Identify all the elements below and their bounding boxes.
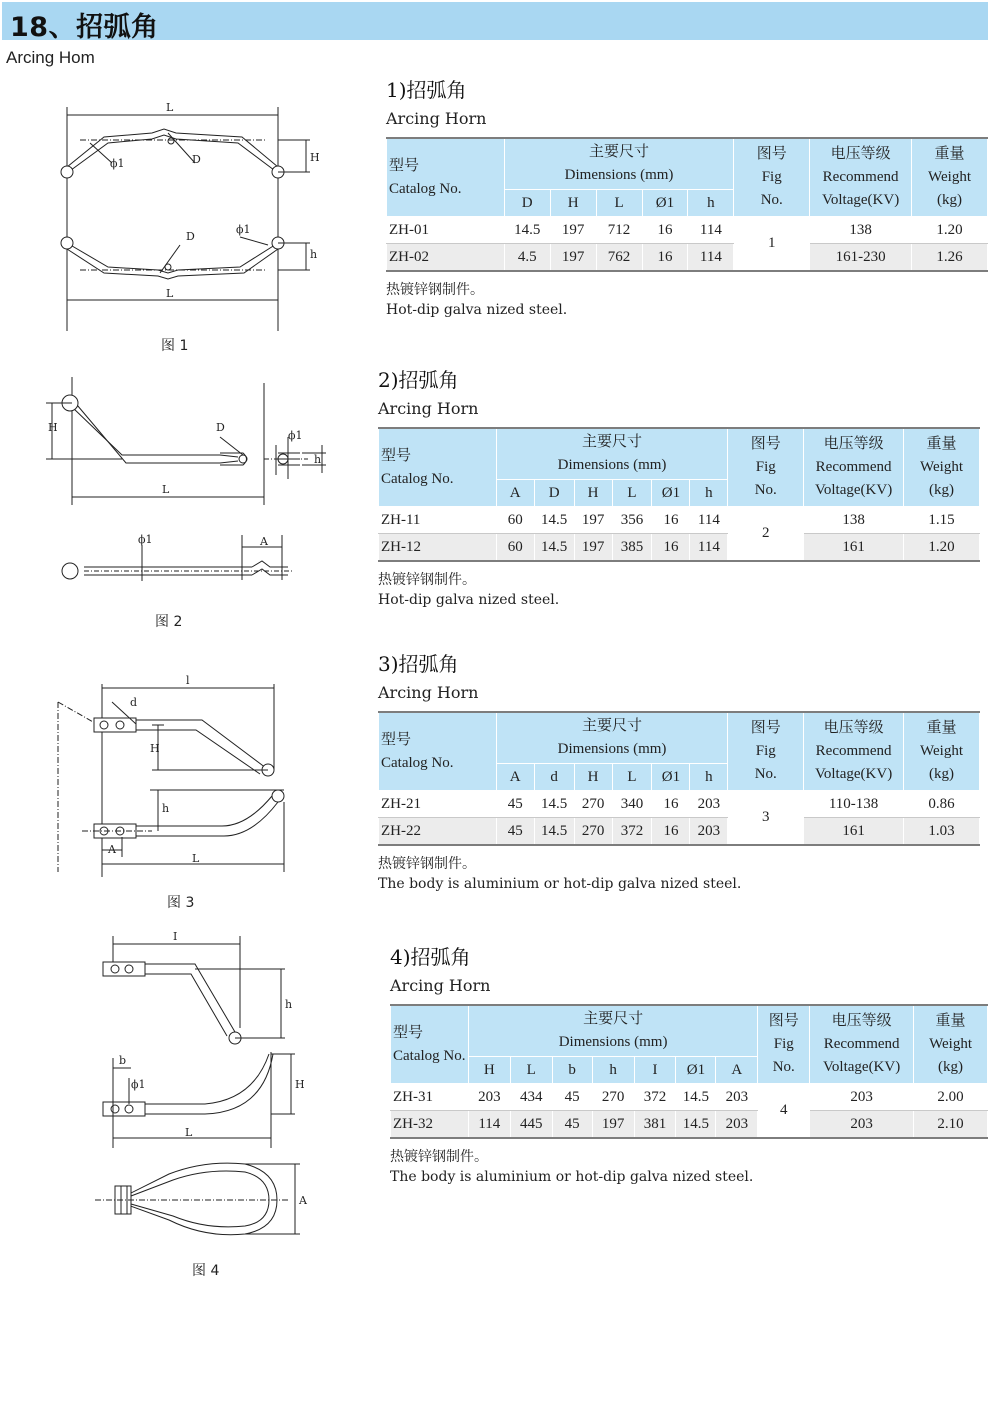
value-cell: 16 <box>642 217 688 244</box>
note-cn: 热镀锌钢制件。 <box>378 856 476 872</box>
spec-table-2 <box>378 427 980 562</box>
section-4 <box>390 945 988 1187</box>
col-header: A <box>496 764 534 791</box>
col-header: L <box>510 1057 552 1084</box>
value-cell: 16 <box>642 244 688 272</box>
value-cell: 16 <box>652 534 690 562</box>
fig4-label-L: L <box>185 1126 193 1139</box>
value-cell: 356 <box>612 507 652 534</box>
fig4-label-H: H <box>295 1078 305 1091</box>
value-cell: 270 <box>574 791 612 818</box>
table-row <box>387 244 988 272</box>
model-cell: ZH-11 <box>379 507 497 534</box>
value-cell: 203 <box>468 1084 510 1111</box>
table-row <box>387 217 988 244</box>
col-header: H <box>574 480 612 507</box>
value-cell: 197 <box>550 217 596 244</box>
figure-1-caption: 图 1 <box>161 338 189 354</box>
fig2-label-phi-lower: ϕ1 <box>138 533 153 546</box>
col-header: Ø1 <box>652 764 690 791</box>
voltage-cell: 203 <box>810 1111 914 1139</box>
col-header: d <box>534 764 574 791</box>
fig2-label-D: D <box>216 421 225 434</box>
fig1-label-D-top: D <box>192 153 201 166</box>
value-cell: 203 <box>690 818 728 846</box>
table-row <box>379 507 980 534</box>
fig4-label-I: I <box>173 930 178 943</box>
table-row <box>391 1111 988 1139</box>
header-fig: 图号 Fig No. <box>758 1005 810 1084</box>
table-row <box>379 818 980 846</box>
section-2-subtitle: Arcing Horn <box>378 399 479 418</box>
weight-cell: 1.15 <box>904 507 980 534</box>
value-cell: 114 <box>690 507 728 534</box>
section-2-title: 2)招弧角 <box>378 368 459 392</box>
value-cell: 14.5 <box>504 217 550 244</box>
value-cell: 340 <box>612 791 652 818</box>
section-3 <box>378 652 980 894</box>
header-catalog: 型号 Catalog No. <box>387 138 505 217</box>
table-row <box>379 534 980 562</box>
header-voltage: 电压等级 Recommend Voltage(KV) <box>804 428 904 507</box>
value-cell: 434 <box>510 1084 552 1111</box>
value-cell: 197 <box>550 244 596 272</box>
value-cell: 762 <box>596 244 642 272</box>
value-cell: 45 <box>496 818 534 846</box>
note-en: Hot-dip galva nized steel. <box>378 592 560 608</box>
figure-4-drawing <box>85 928 315 1258</box>
fig4-label-phi: ϕ1 <box>131 1078 146 1091</box>
header-dimensions: 主要尺寸 Dimensions (mm) <box>504 138 734 190</box>
value-cell: 203 <box>716 1111 758 1139</box>
fig2-label-A: A <box>260 535 268 548</box>
fig3-label-d: d <box>130 696 138 709</box>
col-header: h <box>690 764 728 791</box>
voltage-cell: 138 <box>810 217 912 244</box>
value-cell: 197 <box>574 507 612 534</box>
col-header: Ø1 <box>676 1057 716 1084</box>
figure-4-caption: 图 4 <box>192 1263 220 1279</box>
section-1-note <box>386 280 988 320</box>
figure-2-drawing <box>38 375 328 610</box>
section-3-note <box>378 854 980 894</box>
fig3-label-h: h <box>162 802 170 815</box>
col-header: L <box>612 480 652 507</box>
value-cell: 16 <box>652 791 690 818</box>
model-cell: ZH-31 <box>391 1084 469 1111</box>
fig1-label-D-bottom: D <box>186 230 195 243</box>
value-cell: 14.5 <box>676 1111 716 1139</box>
note-cn: 热镀锌钢制件。 <box>390 1149 488 1165</box>
model-cell: ZH-12 <box>379 534 497 562</box>
value-cell: 381 <box>634 1111 676 1139</box>
voltage-cell: 203 <box>810 1084 914 1111</box>
value-cell: 197 <box>574 534 612 562</box>
fig1-label-phi-bottom: ϕ1 <box>236 223 251 236</box>
header-fig: 图号 Fig No. <box>734 138 810 217</box>
section-4-subtitle: Arcing Horn <box>390 976 491 995</box>
section-1-title: 1)招弧角 <box>386 78 467 102</box>
fig1-label-H: H <box>310 151 320 164</box>
fig4-label-h: h <box>285 998 293 1011</box>
value-cell: 445 <box>510 1111 552 1139</box>
spec-table-4 <box>390 1004 988 1139</box>
fig1-label-h: h <box>310 248 318 261</box>
weight-cell: 1.26 <box>912 244 988 272</box>
col-header: H <box>550 190 596 217</box>
fig3-label-l: l <box>186 674 190 687</box>
fig1-label-L-bottom: L <box>166 287 174 300</box>
section-3-subtitle: Arcing Horn <box>378 683 479 702</box>
fig-number-cell: 3 <box>728 791 804 846</box>
weight-cell: 1.03 <box>904 818 980 846</box>
header-weight: 重量 Weight (kg) <box>904 712 980 791</box>
value-cell: 385 <box>612 534 652 562</box>
model-cell: ZH-02 <box>387 244 505 272</box>
value-cell: 14.5 <box>534 507 574 534</box>
weight-cell: 1.20 <box>904 534 980 562</box>
section-2 <box>378 368 980 610</box>
header-catalog: 型号 Catalog No. <box>379 712 497 791</box>
fig4-label-b: b <box>119 1054 127 1067</box>
col-header: A <box>716 1057 758 1084</box>
value-cell: 197 <box>592 1111 634 1139</box>
weight-cell: 2.00 <box>914 1084 988 1111</box>
value-cell: 270 <box>592 1084 634 1111</box>
figure-3-drawing <box>52 672 292 887</box>
fig2-label-h: h <box>314 453 322 466</box>
voltage-cell: 161 <box>804 534 904 562</box>
value-cell: 14.5 <box>676 1084 716 1111</box>
value-cell: 203 <box>690 791 728 818</box>
weight-cell: 2.10 <box>914 1111 988 1139</box>
fig-number-cell: 4 <box>758 1084 810 1139</box>
model-cell: ZH-21 <box>379 791 497 818</box>
spec-table-1 <box>386 137 988 272</box>
section-3-title: 3)招弧角 <box>378 652 459 676</box>
value-cell: 14.5 <box>534 818 574 846</box>
table-row <box>379 791 980 818</box>
value-cell: 203 <box>716 1084 758 1111</box>
value-cell: 45 <box>552 1084 592 1111</box>
value-cell: 712 <box>596 217 642 244</box>
note-cn: 热镀锌钢制件。 <box>386 282 484 298</box>
weight-cell: 1.20 <box>912 217 988 244</box>
col-header: L <box>612 764 652 791</box>
fig2-label-H: H <box>48 421 58 434</box>
value-cell: 372 <box>634 1084 676 1111</box>
figure-2-caption: 图 2 <box>155 614 183 630</box>
value-cell: 114 <box>688 244 734 272</box>
fig3-label-H: H <box>150 742 160 755</box>
model-cell: ZH-32 <box>391 1111 469 1139</box>
header-weight: 重量 Weight (kg) <box>912 138 988 217</box>
section-4-title: 4)招弧角 <box>390 945 471 969</box>
figure-1-drawing <box>40 95 340 340</box>
fig4-label-A: A <box>299 1194 307 1207</box>
value-cell: 14.5 <box>534 791 574 818</box>
fig2-label-L: L <box>162 483 170 496</box>
fig-number-cell: 1 <box>734 217 810 272</box>
header-dimensions: 主要尺寸 Dimensions (mm) <box>496 712 728 764</box>
value-cell: 114 <box>468 1111 510 1139</box>
value-cell: 114 <box>688 217 734 244</box>
spec-table-3 <box>378 711 980 846</box>
col-header: I <box>634 1057 676 1084</box>
fig-number-cell: 2 <box>728 507 804 562</box>
fig1-label-L-top: L <box>166 101 174 114</box>
header-dimensions: 主要尺寸 Dimensions (mm) <box>496 428 728 480</box>
note-en: The body is aluminium or hot-dip galva nized steel. <box>390 1169 754 1185</box>
header-dimensions: 主要尺寸 Dimensions (mm) <box>468 1005 757 1057</box>
header-voltage: 电压等级 Recommend Voltage(KV) <box>810 1005 914 1084</box>
header-catalog: 型号 Catalog No. <box>379 428 497 507</box>
value-cell: 45 <box>496 791 534 818</box>
note-cn: 热镀锌钢制件。 <box>378 572 476 588</box>
col-header: H <box>468 1057 510 1084</box>
col-header: Ø1 <box>652 480 690 507</box>
col-header: b <box>552 1057 592 1084</box>
value-cell: 60 <box>496 534 534 562</box>
model-cell: ZH-01 <box>387 217 505 244</box>
section-4-note <box>390 1147 988 1187</box>
header-fig: 图号 Fig No. <box>728 712 804 791</box>
fig1-label-phi-top: ϕ1 <box>110 157 125 170</box>
note-en: Hot-dip galva nized steel. <box>386 302 568 318</box>
value-cell: 114 <box>690 534 728 562</box>
fig3-label-A: A <box>108 843 116 856</box>
col-header: A <box>496 480 534 507</box>
col-header: h <box>688 190 734 217</box>
header-catalog: 型号 Catalog No. <box>391 1005 469 1084</box>
value-cell: 16 <box>652 507 690 534</box>
value-cell: 372 <box>612 818 652 846</box>
page-header <box>2 2 988 43</box>
col-header: D <box>504 190 550 217</box>
col-header: Ø1 <box>642 190 688 217</box>
value-cell: 270 <box>574 818 612 846</box>
section-2-note <box>378 570 980 610</box>
voltage-cell: 161-230 <box>810 244 912 272</box>
table-row <box>391 1084 988 1111</box>
voltage-cell: 110-138 <box>804 791 904 818</box>
note-en: The body is aluminium or hot-dip galva nized steel. <box>378 876 742 892</box>
header-voltage: 电压等级 Recommend Voltage(KV) <box>810 138 912 217</box>
voltage-cell: 161 <box>804 818 904 846</box>
fig3-label-L: L <box>192 852 200 865</box>
value-cell: 16 <box>652 818 690 846</box>
section-1 <box>386 78 988 320</box>
fig2-label-phi: ϕ1 <box>288 429 303 442</box>
col-header: H <box>574 764 612 791</box>
value-cell: 45 <box>552 1111 592 1139</box>
col-header: L <box>596 190 642 217</box>
header-voltage: 电压等级 Recommend Voltage(KV) <box>804 712 904 791</box>
header-weight: 重量 Weight (kg) <box>914 1005 988 1084</box>
value-cell: 4.5 <box>504 244 550 272</box>
header-weight: 重量 Weight (kg) <box>904 428 980 507</box>
col-header: h <box>690 480 728 507</box>
header-fig: 图号 Fig No. <box>728 428 804 507</box>
model-cell: ZH-22 <box>379 818 497 846</box>
figure-3-caption: 图 3 <box>167 895 195 911</box>
weight-cell: 0.86 <box>904 791 980 818</box>
col-header: h <box>592 1057 634 1084</box>
page-subtitle: Arcing Hom <box>6 48 95 67</box>
value-cell: 14.5 <box>534 534 574 562</box>
value-cell: 60 <box>496 507 534 534</box>
voltage-cell: 138 <box>804 507 904 534</box>
section-1-subtitle: Arcing Horn <box>386 109 487 128</box>
page-title: 18、招弧角 <box>10 12 159 43</box>
col-header: D <box>534 480 574 507</box>
